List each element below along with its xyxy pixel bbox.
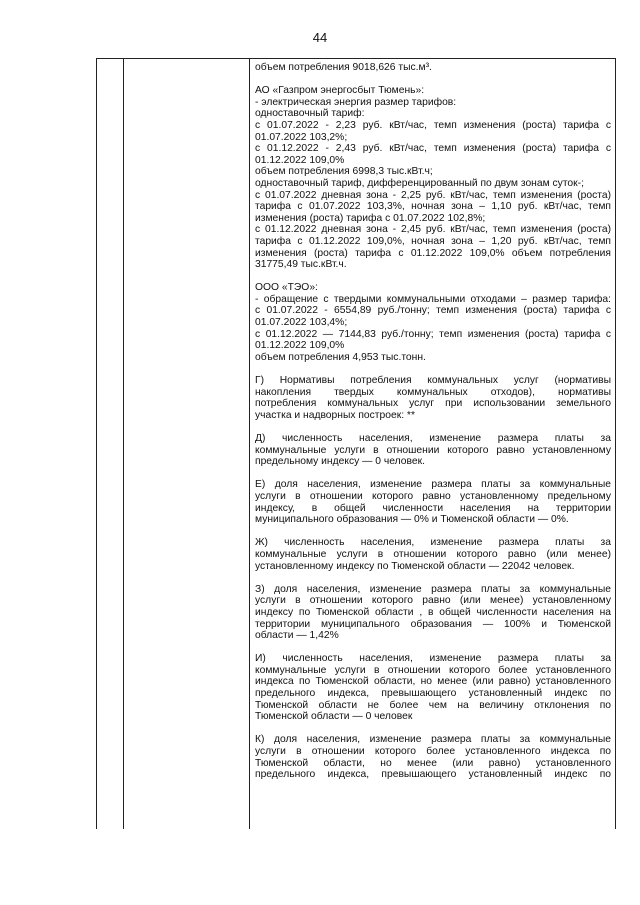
text-line: с 01.07.2022 - 2,23 руб. кВт/час, темп изменения (роста) тарифа с <box>255 119 611 131</box>
text-line: Д) численность населения, изменение размера платы за <box>255 433 611 444</box>
paragraph-gap <box>255 723 611 735</box>
text-line: одноставочный тариф, дифференцированный по двум зонам суток-; <box>255 177 584 189</box>
text-line: предельного индекса, превышающего установленный индекс по <box>255 769 611 781</box>
text-line: накопления твердых коммунальных отходов), нормативы <box>255 386 611 398</box>
paragraph-gap <box>255 526 611 538</box>
text-line: услуги в отношении которого равно установленному предельному <box>255 490 611 502</box>
text-line: тарифа с 01.07.2022 103,3%, ночная зона – 1,10 руб. кВт/час, темп <box>255 201 611 213</box>
text-line: предельного индекса, превышающего установленный индекс по <box>255 688 611 700</box>
text-line: Тюменской области — 0 человек <box>255 711 413 723</box>
text-line: коммунальные услуги в отношении которого равно (или менее) <box>255 548 611 560</box>
text-line: изменения (роста) тарифа с 01.12.2022 109,0% объем потребления <box>255 247 611 259</box>
page-number: 44 <box>312 30 328 45</box>
paragraph-gap <box>255 74 611 86</box>
text-line: индексу по Тюменской области , в общей численности населения на <box>255 606 611 618</box>
paragraph-gap <box>255 468 611 480</box>
column-divider-1 <box>123 59 124 829</box>
text-line: индекса по Тюменской области, но менее (или равно) установленного <box>255 676 611 688</box>
paragraph-gap <box>255 271 611 283</box>
text-line: услуги в отношении которого более установленного индекса по <box>255 746 611 758</box>
text-line: Ж) численность населения, изменение размера платы за <box>255 537 611 549</box>
text-line: муниципального образования — 0% и Тюменской области — 0%. <box>255 514 569 526</box>
text-line: коммунальные услуги в отношении которого равно установленному <box>255 444 611 456</box>
text-line: изменения (роста) тарифа с 01.07.2022 102,8%; <box>255 212 486 224</box>
tariff-text-cell <box>255 62 611 781</box>
column-divider-2 <box>249 59 250 829</box>
text-line: одноставочный тариф: <box>255 108 365 120</box>
text-line: области — 1,42% <box>255 630 339 642</box>
text-line: с 01.07.2022 дневная зона - 2,25 руб. кВт/час, темп изменения (роста) <box>255 189 611 201</box>
text-line: индексу, в общей численности населения на территории <box>255 502 611 514</box>
text-line: территории муниципального образования — 100% и Тюменской <box>255 618 611 630</box>
paragraph-gap <box>255 572 611 584</box>
text-line: И) численность населения, изменение размера платы за <box>255 653 611 665</box>
paragraph-gap <box>255 642 611 654</box>
text-line: предельному индексу — 0 человек. <box>255 456 425 468</box>
text-line: потребления коммунальных услуг при использовании земельного <box>255 398 611 410</box>
text-line: 01.07.2022 103,2%; <box>255 131 348 143</box>
text-line: Е) доля населения, изменение размера платы за коммунальные <box>255 479 611 491</box>
text-line: с 01.07.2022 - 6554,89 руб./тонну; темп изменения (роста) тарифа с <box>255 305 611 317</box>
text-line: - обращение с твердыми коммунальными отходами – размер тарифа: <box>255 293 611 305</box>
text-line: Тюменской области, но менее (или равно) установленного <box>255 757 611 769</box>
text-line: 31775,49 тыс.кВт.ч. <box>255 259 347 271</box>
text-line: 01.12.2022 109,0% <box>255 154 345 166</box>
text-line: ООО «ТЭО»: <box>255 282 318 294</box>
text-line: 01.07.2022 103,4%; <box>255 317 348 329</box>
text-line: АО «Газпром энергосбыт Тюмень»: <box>255 85 425 97</box>
text-line: 01.12.2022 109,0% <box>255 340 345 352</box>
text-line: объем потребления 9018,626 тыс.м³. <box>255 62 432 73</box>
text-line: тарифа с 01.12.2022 109,0%, ночная зона – 1,20 руб. кВт/час, темп <box>255 235 611 247</box>
text-line: Тюменской области не более чем на величину отклонения по <box>255 699 611 711</box>
text-line: З) доля населения, изменение размера платы за коммунальные <box>255 583 611 595</box>
paragraph-gap <box>255 363 611 375</box>
text-line: Г) Нормативы потребления коммунальных услуг (нормативы <box>255 375 611 387</box>
text-line: с 01.12.2022 дневная зона - 2,45 руб. кВт/час, темп изменения (роста) <box>255 224 611 236</box>
paragraph-gap <box>255 421 611 433</box>
text-line: услуги в отношении которого равно (или менее) установленному <box>255 595 611 607</box>
text-line: установленному индексу по Тюменской области — 22042 человек. <box>255 560 575 572</box>
text-line: объем потребления 6998,3 тыс.кВт.ч; <box>255 166 433 178</box>
text-line: участка и надворных построек: ** <box>255 409 415 421</box>
text-line: с 01.12.2022 - 2,43 руб. кВт/час, темп изменения (роста) тарифа с <box>255 143 611 155</box>
text-line: с 01.12.2022 — 7144,83 руб./тонну; темп изменения (роста) тарифа с <box>255 328 611 340</box>
table-frame <box>96 58 616 829</box>
text-line: К) доля населения, изменение размера платы за коммунальные <box>255 734 611 746</box>
text-line: объем потребления 4,953 тыс.тонн. <box>255 351 426 363</box>
text-line: коммунальные услуги в отношении которого более установленного <box>255 664 611 676</box>
text-line: - электрическая энергия размер тарифов: <box>255 96 457 108</box>
